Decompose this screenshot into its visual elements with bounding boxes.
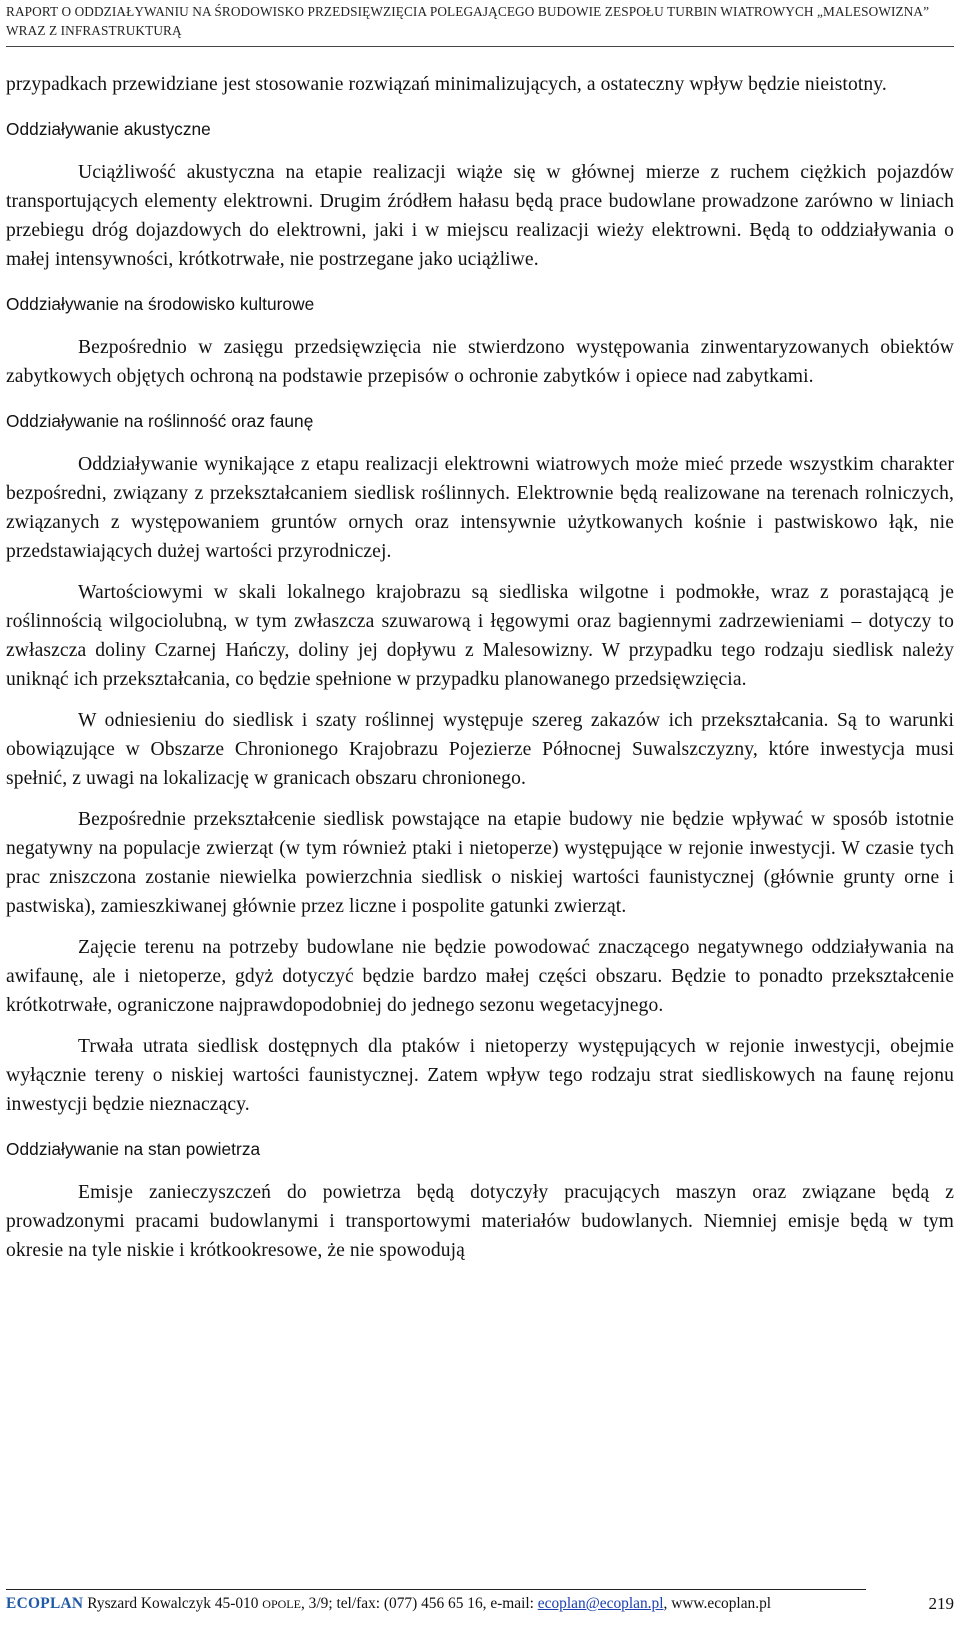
footer-email-link[interactable]: ecoplan@ecoplan.pl [537, 1595, 664, 1612]
running-header-line1: RAPORT O ODDZIAŁYWANIU NA ŚRODOWISKO PRZEDSIĘWZIĘCIA POLEGAJĄCEGO BUDOWIE ZESPOŁU TURBIN WIATROWYCH „MALESOWIZNA” [6, 4, 930, 19]
section-heading-cultural: Oddziaływanie na środowisko kulturowe [6, 294, 315, 314]
page-number: 219 [928, 1594, 954, 1613]
running-header [6, 2, 954, 40]
paragraph-flora-1: Oddziaływanie wynikające z etapu realizacji elektrowni wiatrowych może mieć przede wszystkim charakter bezpośredni, związany z przekształcaniem siedlisk roślinnych. Elektrownie będą realizowane na terenach rolniczych, związanych z występowaniem gruntów ornych oraz intensywnie użytkowanych kośnie i pastwiskowo łąk, nie przedstawiających dużej wartości przyrodniczej. [6, 454, 954, 562]
footer-website[interactable]: www.ecoplan.pl [671, 1595, 772, 1612]
paragraph-flora-5: Zajęcie terenu na potrzeby budowlane nie będzie powodować znaczącego negatywnego oddziaływania na awifaunę, ale i nietoperze, gdyż dotyczyć będzie bardzo małej części obszaru. Będzie to ponadto przekształcenie krótkotrwałe, ograniczone najprawdopodobniej do jednego sezonu wegetacyjnego. [6, 937, 954, 1016]
header-rule [6, 46, 954, 47]
footer-rule [6, 1589, 866, 1590]
section-heading-acoustic: Oddziaływanie akustyczne [6, 119, 211, 139]
footer-city: OPOLE [262, 1597, 301, 1611]
paragraph-flora-6: Trwała utrata siedlisk dostępnych dla ptaków i nietoperzy występujących w rejonie inwestycji, obejmie wyłącznie tereny o niskiej wartości faunistycznej. Zatem wpływ tego rodzaju strat siedliskowych na faunę rejonu inwestycji będzie nieznaczący. [6, 1036, 954, 1115]
section-heading-air: Oddziaływanie na stan powietrza [6, 1139, 261, 1159]
page-footer: ECOPLAN Ryszard Kowalczyk 45-010 OPOLE, 3/9; tel/fax: (077) 456 65 16, e-mail: ecoplan@ecoplan.pl, www.ecoplan.pl 219 [6, 1594, 954, 1613]
intro-paragraph: przypadkach przewidziane jest stosowanie rozwiązań minimalizujących, a ostateczny wpływ będzie nieistotny. [6, 74, 887, 95]
paragraph-flora-3: W odniesieniu do siedlisk i szaty roślinnej występuje szereg zakazów ich przekształcania. Są to warunki obowiązujące w Obszarze Chronionego Krajobrazu Pojezierze Północnej Suwalszczyzny, które inwestycja musi spełnić, z uwagi na lokalizację w granicach obszaru chronionego. [6, 710, 954, 789]
paragraph-cultural-1: Bezpośrednio w zasięgu przedsięwzięcia nie stwierdzono występowania zinwentaryzowanych obiektów zabytkowych objętych ochroną na podstawie przepisów o ochronie zabytków i opiece nad zabytkami. [6, 337, 954, 387]
main-content [6, 70, 954, 1265]
footer-author: Ryszard Kowalczyk [87, 1595, 211, 1612]
paragraph-acoustic-1: Uciążliwość akustyczna na etapie realizacji wiąże się w głównej mierze z ruchem ciężkich pojazdów transportujących elementy elektrowni. Drugim źródłem hałasu będą prace budowlane prowadzone zarówno w liniach przebiegu dróg dojazdowych do elektrowni, jaki i w miejscu realizacji wieży elektrowni. Będą to oddziaływania o małej intensywności, krótkotrwałe, nie postrzegane jako uciążliwe. [6, 162, 954, 270]
footer-brand: ECOPLAN [6, 1595, 84, 1612]
section-heading-flora-fauna: Oddziaływanie na roślinność oraz faunę [6, 411, 314, 431]
running-header-line2: WRAZ Z INFRASTRUKTURĄ [6, 23, 182, 38]
footer-address: , 3/9; tel/fax: (077) 456 65 16, e-mail: [300, 1595, 534, 1612]
footer-postal-code: 45-010 [214, 1595, 259, 1612]
paragraph-air-1: Emisje zanieczyszczeń do powietrza będą dotyczyły pracujących maszyn oraz związane będą z prowadzonymi pracami budowlanymi i transportowymi materiałów budowlanych. Niemniej emisje będą w tym okresie na tyle niskie i krótkookresowe, że nie spowodują [6, 1182, 954, 1261]
paragraph-flora-2: Wartościowymi w skali lokalnego krajobrazu są siedliska wilgotne i podmokłe, wraz z porastającą je roślinnością wilgociolubną, w tym zwłaszcza szuwarową i łęgowymi oraz bagiennymi zadrzewieniami – dotyczy to zwłaszcza doliny Czarnej Hańczy, doliny jej dopływu z Malesowizny. W przypadku tego rodzaju siedlisk należy uniknąć ich przekształcania, co będzie spełnione w przypadku planowanego przedsięwzięcia. [6, 582, 954, 690]
paragraph-flora-4: Bezpośrednie przekształcenie siedlisk powstające na etapie budowy nie będzie wpływać w sposób istotnie negatywny na populacje zwierząt (w tym również ptaki i nietoperze) występujące w rejonie inwestycji. W czasie tych prac zniszczona zostanie niewielka powierzchnia siedlisk o niskiej wartości faunistycznej (głównie grunty orne i pastwiska), zamieszkiwanej głównie przez liczne i pospolite gatunki zwierząt. [6, 809, 954, 917]
